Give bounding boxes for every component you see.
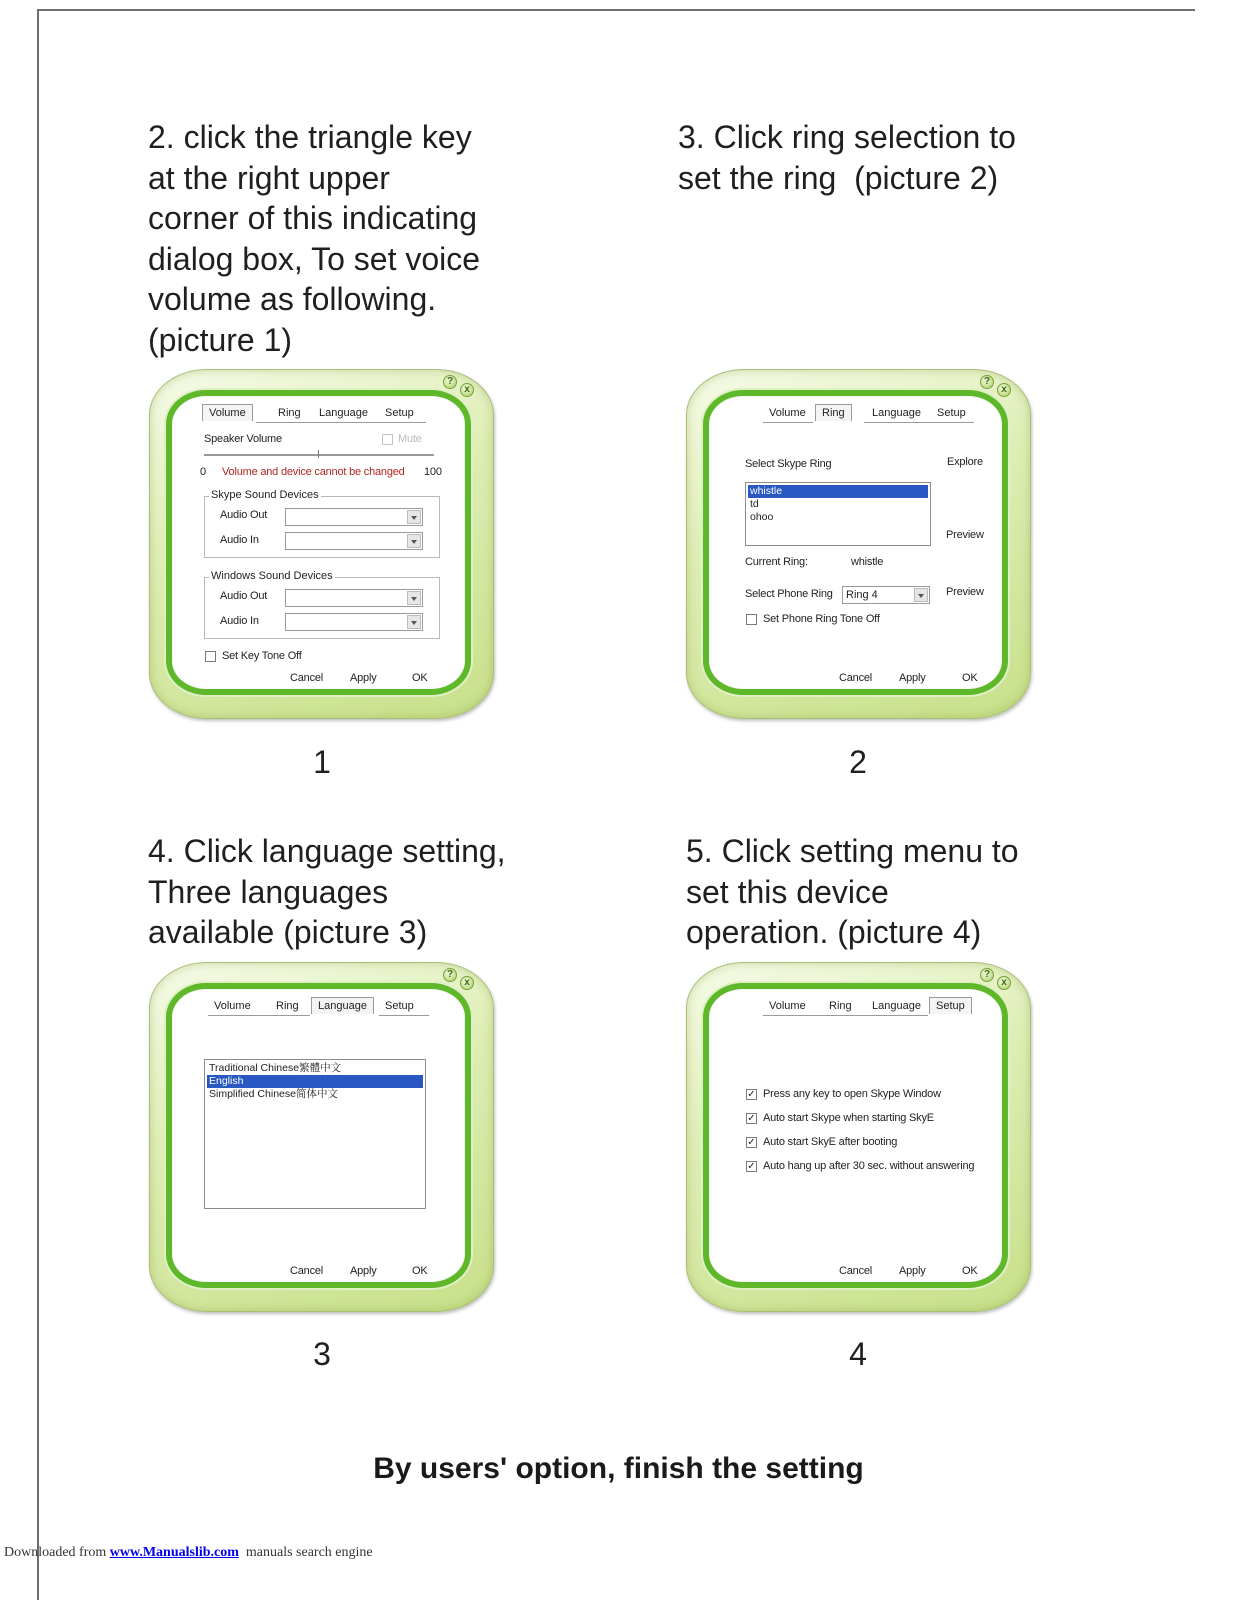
setup-option-label: Auto hang up after 30 sec. without answering xyxy=(763,1160,975,1172)
dialog-content xyxy=(703,390,1008,695)
tab-language[interactable]: Language xyxy=(311,997,374,1014)
skype-sound-devices-group xyxy=(204,489,440,558)
phone-ring-tone-off-checkbox[interactable] xyxy=(746,614,757,625)
tab-ring[interactable]: Ring xyxy=(278,407,301,419)
current-ring-label: Current Ring: xyxy=(745,556,808,568)
select-phone-ring-label: Select Phone Ring xyxy=(745,588,833,600)
step-4-line: 4. Click language setting, xyxy=(148,833,506,869)
mute-label: Mute xyxy=(398,433,422,445)
key-tone-checkbox[interactable] xyxy=(205,651,216,662)
setup-option-label: Auto start Skype when starting SkyE xyxy=(763,1112,934,1124)
picture-number: 3 xyxy=(313,1336,331,1372)
windows-audio-in-label: Audio In xyxy=(220,615,259,627)
dialog-content xyxy=(166,983,471,1288)
tab-volume[interactable]: Volume xyxy=(202,404,253,421)
dialog-setup xyxy=(686,962,1031,1312)
step-2-line: (picture 1) xyxy=(148,321,293,358)
close-icon[interactable]: x xyxy=(460,976,474,990)
setup-option-checkbox[interactable]: ✓ xyxy=(747,1089,756,1100)
current-ring-value: whistle xyxy=(851,556,884,568)
step-3-line: 3. Click ring selection to xyxy=(678,119,1016,155)
close-icon[interactable]: x xyxy=(460,383,474,397)
setup-option-checkbox[interactable]: ✓ xyxy=(747,1113,756,1124)
chevron-down-icon[interactable] xyxy=(407,591,421,605)
tab-volume[interactable]: Volume xyxy=(769,1000,806,1012)
skype-audio-in-label: Audio In xyxy=(220,534,259,546)
volume-max: 100 xyxy=(424,466,442,478)
ok-button[interactable]: OK xyxy=(962,672,978,684)
list-item[interactable]: ohoo xyxy=(750,511,774,523)
step-3-line: set the ring (picture 2) xyxy=(678,159,999,196)
setup-option-label: Press any key to open Skype Window xyxy=(763,1088,941,1100)
download-suffix: manuals search engine xyxy=(242,1545,373,1560)
chevron-down-icon[interactable] xyxy=(407,510,421,524)
setup-option-checkbox[interactable]: ✓ xyxy=(747,1161,756,1172)
tab-setup[interactable]: Setup xyxy=(937,407,966,419)
help-icon[interactable]: ? xyxy=(980,375,994,389)
tab-setup[interactable]: Setup xyxy=(385,407,414,419)
cancel-button[interactable]: Cancel xyxy=(290,1265,324,1277)
chevron-down-icon[interactable] xyxy=(407,534,421,548)
step-5-line: 5. Click setting menu to xyxy=(686,833,1019,869)
volume-slider-thumb[interactable] xyxy=(318,450,319,458)
phone-ring-tone-off-label: Set Phone Ring Tone Off xyxy=(763,613,880,625)
apply-button[interactable]: Apply xyxy=(899,1265,926,1277)
dialog-language xyxy=(149,962,494,1312)
manualslib-link[interactable]: www.Manualslib.com xyxy=(109,1545,239,1560)
help-icon[interactable]: ? xyxy=(443,375,457,389)
step-2-line: corner of this indicating xyxy=(148,200,478,236)
list-item[interactable]: whistle xyxy=(748,485,928,498)
preview-phone-ring-button[interactable]: Preview xyxy=(946,586,984,598)
step-5-line: operation. (picture 4) xyxy=(686,914,982,950)
tab-volume[interactable]: Volume xyxy=(214,1000,251,1012)
tab-setup[interactable]: Setup xyxy=(385,1000,414,1012)
windows-audio-out-select[interactable] xyxy=(285,589,423,607)
skype-ring-list[interactable] xyxy=(745,482,931,546)
list-item[interactable]: Simplified Chinese简体中文 xyxy=(209,1088,338,1100)
help-icon[interactable]: ? xyxy=(443,968,457,982)
windows-audio-out-label: Audio Out xyxy=(220,590,268,602)
list-item[interactable]: td xyxy=(750,498,759,510)
skype-audio-in-select[interactable] xyxy=(285,532,423,550)
select-skype-ring-label: Select Skype Ring xyxy=(745,458,832,470)
picture-number: 2 xyxy=(849,744,867,780)
apply-button[interactable]: Apply xyxy=(350,672,377,684)
setup-option-checkbox[interactable]: ✓ xyxy=(747,1137,756,1148)
volume-warning: Volume and device cannot be changed xyxy=(222,466,405,478)
tab-ring[interactable]: Ring xyxy=(276,1000,299,1012)
step-3-text xyxy=(678,117,1016,198)
dialog-content xyxy=(166,390,471,695)
preview-skype-ring-button[interactable]: Preview xyxy=(946,529,984,541)
step-2-line: dialog box, To set voice xyxy=(148,240,481,277)
help-icon[interactable]: ? xyxy=(980,968,994,982)
cancel-button[interactable]: Cancel xyxy=(839,1265,873,1277)
volume-slider[interactable] xyxy=(204,454,434,456)
tab-language[interactable]: Language xyxy=(872,407,921,419)
step-5-text xyxy=(686,831,1019,953)
group-legend: Skype Sound Devices xyxy=(211,489,319,501)
step-2-line: at the right upper xyxy=(148,159,390,196)
tab-ring[interactable]: Ring xyxy=(829,1000,852,1012)
explore-button[interactable]: Explore xyxy=(947,456,983,468)
skype-audio-out-select[interactable] xyxy=(285,508,423,526)
phone-ring-value: Ring 4 xyxy=(846,589,878,601)
ok-button[interactable]: OK xyxy=(412,672,428,684)
step-2-text xyxy=(148,117,480,360)
tab-divider xyxy=(763,422,813,423)
windows-audio-in-select[interactable] xyxy=(285,613,423,631)
chevron-down-icon[interactable] xyxy=(407,615,421,629)
tab-language[interactable]: Language xyxy=(319,407,368,419)
group-legend: Windows Sound Devices xyxy=(211,570,333,582)
step-2-line: 2. click the triangle key xyxy=(148,119,472,155)
ok-button[interactable]: OK xyxy=(412,1265,428,1277)
setup-option-label: Auto start SkyE after booting xyxy=(763,1136,898,1148)
volume-min: 0 xyxy=(200,466,206,478)
close-icon[interactable]: x xyxy=(997,383,1011,397)
tab-ring[interactable]: Ring xyxy=(815,404,852,421)
tab-divider xyxy=(763,1015,928,1016)
page-border-top xyxy=(37,9,1195,11)
ok-button[interactable]: OK xyxy=(962,1265,978,1277)
key-tone-label: Set Key Tone Off xyxy=(222,650,302,662)
skype-audio-out-label: Audio Out xyxy=(220,509,268,521)
download-prefix: Downloaded from xyxy=(4,1545,107,1560)
list-item[interactable]: Traditional Chinese繁體中文 xyxy=(209,1062,342,1074)
speaker-volume-label: Speaker Volume xyxy=(204,433,282,445)
tab-divider xyxy=(256,422,426,423)
step-2-line: volume as following. xyxy=(148,281,437,317)
windows-sound-devices-group xyxy=(204,570,440,639)
tab-setup[interactable]: Setup xyxy=(929,997,972,1014)
language-list[interactable] xyxy=(204,1059,426,1209)
chevron-down-icon[interactable] xyxy=(914,588,928,602)
tab-divider xyxy=(864,422,974,423)
phone-ring-select[interactable] xyxy=(842,586,930,604)
dialog-content xyxy=(703,983,1008,1288)
step-4-line: Three languages xyxy=(148,873,389,910)
dialog-ring xyxy=(686,369,1031,719)
mute-checkbox[interactable] xyxy=(382,434,393,445)
footer-title: By users' option, finish the setting xyxy=(373,1452,864,1485)
step-4-text xyxy=(148,831,506,953)
picture-number: 4 xyxy=(849,1336,867,1372)
cancel-button[interactable]: Cancel xyxy=(290,672,324,684)
picture-number: 1 xyxy=(313,744,331,780)
tab-divider xyxy=(208,1015,310,1016)
step-4-line: available (picture 3) xyxy=(148,914,428,950)
apply-button[interactable]: Apply xyxy=(899,672,926,684)
download-note xyxy=(4,1545,373,1561)
step-5-line: set this device xyxy=(686,873,889,910)
tab-volume[interactable]: Volume xyxy=(769,407,806,419)
list-item[interactable]: English xyxy=(207,1075,423,1088)
tab-divider xyxy=(379,1015,429,1016)
page-border-left xyxy=(37,9,39,1600)
close-icon[interactable]: x xyxy=(997,976,1011,990)
apply-button[interactable]: Apply xyxy=(350,1265,377,1277)
cancel-button[interactable]: Cancel xyxy=(839,672,873,684)
tab-language[interactable]: Language xyxy=(872,1000,921,1012)
dialog-volume xyxy=(149,369,494,719)
